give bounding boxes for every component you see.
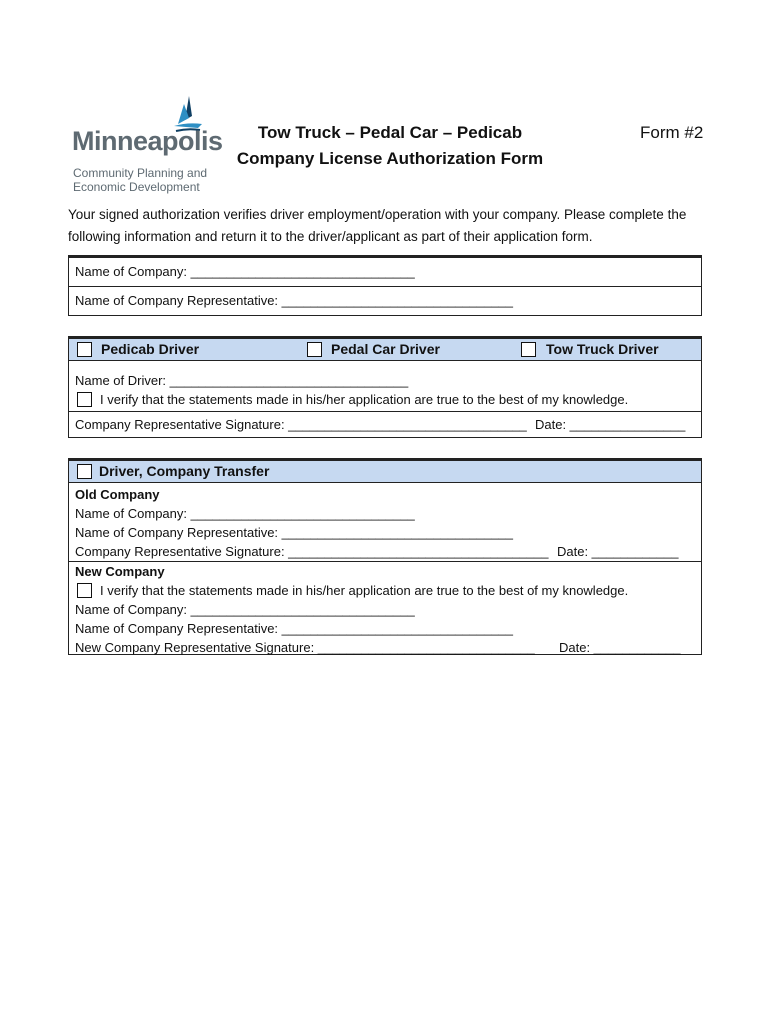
old-date-field[interactable]: Date: ____________ xyxy=(557,544,679,559)
date-field[interactable]: Date: ________________ xyxy=(535,417,686,432)
verify-text: I verify that the statements made in his/her application are true to the best of my knowledge. xyxy=(100,392,629,407)
logo-wordmark: Minneapolis xyxy=(72,126,223,156)
new-date-field[interactable]: Date: ____________ xyxy=(559,640,681,655)
pedal-car-checkbox[interactable] xyxy=(307,342,322,357)
verify-checkbox[interactable] xyxy=(77,392,92,407)
form-number: Form #2 xyxy=(640,123,704,142)
transfer-verify-checkbox[interactable] xyxy=(77,583,92,598)
logo-subtitle: Community Planning and Economic Development xyxy=(73,166,208,194)
driver-type-header xyxy=(69,339,701,361)
pedicab-checkbox[interactable] xyxy=(77,342,92,357)
company-rep-field[interactable]: Name of Company Representative: ________________________________ xyxy=(69,286,701,315)
intro-paragraph: Your signed authorization verifies driver employment/operation with your company. Please complete the following information and return it to the driver/applicant as part of their application form. xyxy=(68,207,687,244)
transfer-verify-text: I verify that the statements made in his/her application are true to the best of my knowledge. xyxy=(100,583,629,598)
driver-type-box xyxy=(68,336,702,438)
form-title: Tow Truck – Pedal Car – Pedicab Company License Authorization Form xyxy=(236,123,544,168)
old-company-rep-field[interactable]: Name of Company Representative: ________________________________ xyxy=(75,525,514,540)
company-info-box xyxy=(68,255,702,316)
new-company-rep-field[interactable]: Name of Company Representative: ________________________________ xyxy=(75,621,514,636)
new-company-name-field[interactable]: Name of Company: _______________________________ xyxy=(75,602,415,617)
old-rep-signature-field[interactable]: Company Representative Signature: ____________________________________ xyxy=(75,544,549,559)
signature-row xyxy=(69,411,701,438)
old-company-heading: Old Company xyxy=(75,487,160,502)
old-signature-row xyxy=(69,542,701,561)
transfer-verify-row xyxy=(69,581,701,600)
pedal-car-label: Pedal Car Driver xyxy=(331,341,440,357)
company-name-field[interactable]: Name of Company: _______________________________ xyxy=(75,264,415,279)
pedicab-label: Pedicab Driver xyxy=(101,341,200,357)
new-signature-row xyxy=(69,638,701,657)
old-company-name-field[interactable]: Name of Company: _______________________________ xyxy=(75,506,415,521)
minneapolis-logo xyxy=(72,92,222,202)
tow-truck-checkbox[interactable] xyxy=(521,342,536,357)
transfer-label: Driver, Company Transfer xyxy=(99,463,270,479)
tow-truck-label: Tow Truck Driver xyxy=(546,341,659,357)
new-company-heading: New Company xyxy=(75,564,165,579)
new-rep-signature-field[interactable]: New Company Representative Signature: ______________________________ xyxy=(75,640,535,655)
transfer-box xyxy=(68,458,702,655)
transfer-header xyxy=(69,461,701,483)
rep-signature-field[interactable]: Company Representative Signature: _________________________________ xyxy=(75,417,527,432)
transfer-checkbox[interactable] xyxy=(77,464,92,479)
verify-row xyxy=(69,390,701,410)
driver-name-field[interactable]: Name of Driver: _________________________________ xyxy=(75,373,409,388)
